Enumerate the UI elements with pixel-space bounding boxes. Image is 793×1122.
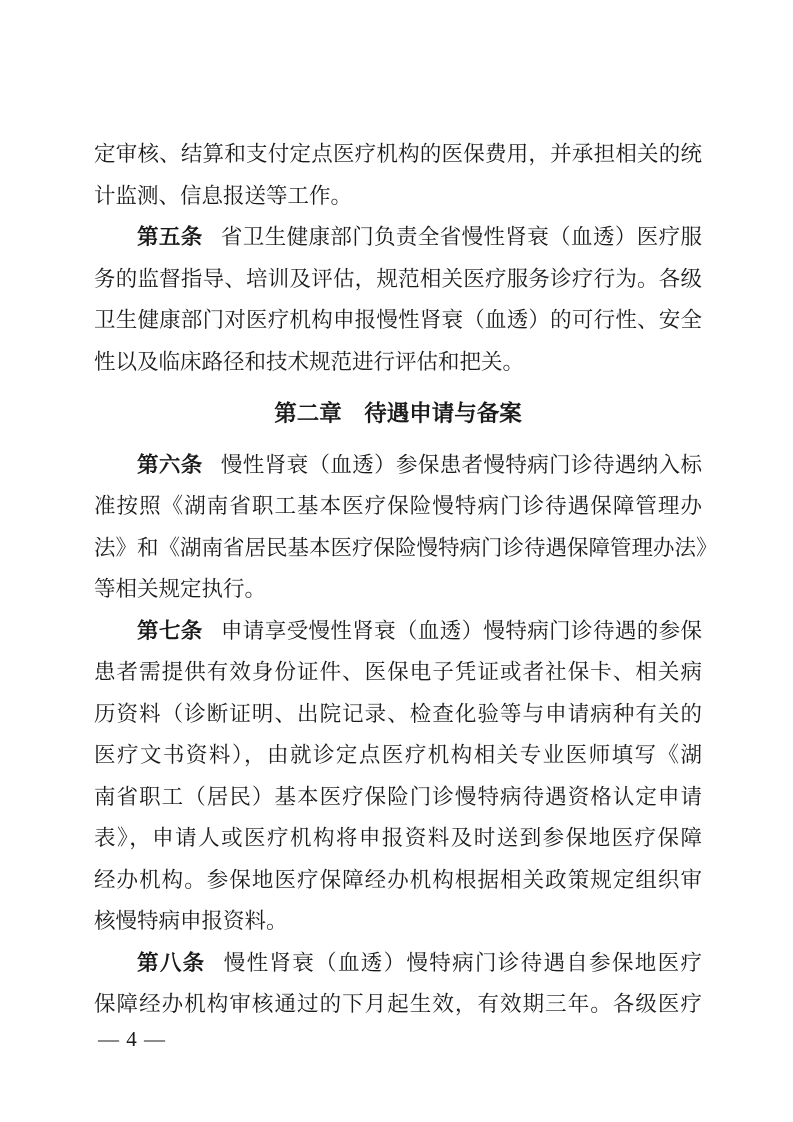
article-number: 第六条 bbox=[137, 452, 203, 477]
text-line: 南省职工（居民）基本医疗保险门诊慢特病待遇资格认定申请 bbox=[94, 784, 702, 809]
line-text: 省卫生健康部门负责全省慢性肾衰（血透）医疗服 bbox=[220, 225, 702, 249]
text-line: 法》和《湖南省居民基本医疗保险慢特病门诊待遇保障管理办法》 bbox=[94, 535, 718, 560]
text-line: 历资料（诊断证明、出院记录、检查化验等与申请病种有关的 bbox=[94, 701, 702, 726]
text-line: 性以及临床路径和技术规范进行评估和把关。 bbox=[94, 349, 525, 374]
text-line: 经办机构。参保地医疗保障经办机构根据相关政策规定组织审 bbox=[94, 867, 702, 892]
text-line: 患者需提供有效身份证件、医保电子凭证或者社保卡、相关病 bbox=[94, 660, 702, 684]
text-line: 定审核、结算和支付定点医疗机构的医保费用，并承担相关的统 bbox=[94, 142, 702, 166]
article-number: 第八条 bbox=[137, 950, 206, 975]
article-number: 第七条 bbox=[137, 618, 203, 643]
page-number: — 4 — bbox=[98, 1027, 166, 1051]
document-body bbox=[94, 134, 718, 1026]
text-line bbox=[94, 943, 702, 985]
text-line: 准按照《湖南省职工基本医疗保险慢特病门诊待遇保障管理办 bbox=[94, 494, 702, 518]
text-line: 计监测、信息报送等工作。 bbox=[94, 183, 353, 208]
text-line: 保障经办机构审核通过的下月起生效，有效期三年。各级医疗 bbox=[94, 992, 702, 1016]
text-line bbox=[94, 611, 702, 653]
text-line: 等相关规定执行。 bbox=[94, 577, 267, 601]
article-number: 第五条 bbox=[137, 225, 203, 249]
text-line: 表》，申请人或医疗机构将申报资料及时送到参保地医疗保障 bbox=[94, 826, 702, 850]
text-line: 医疗文书资料），由就诊定点医疗机构相关专业医师填写《湖 bbox=[94, 743, 702, 767]
chapter-heading: 第二章 待遇申请与备案 bbox=[274, 401, 522, 426]
line-text: 慢性肾衰（血透）参保患者慢特病门诊待遇纳入标 bbox=[220, 452, 702, 477]
text-line bbox=[94, 445, 702, 487]
text-line: 卫生健康部门对医疗机构申报慢性肾衰（血透）的可行性、安全 bbox=[94, 308, 702, 332]
text-line: 核慢特病申报资料。 bbox=[94, 909, 288, 933]
text-line bbox=[94, 217, 702, 259]
text-line: 务的监督指导、培训及评估，规范相关医疗服务诊疗行为。各级 bbox=[94, 266, 702, 291]
line-text: 慢性肾衰（血透）慢特病门诊待遇自参保地医疗 bbox=[223, 950, 702, 975]
line-text: 申请享受慢性肾衰（血透）慢特病门诊待遇的参保 bbox=[220, 618, 702, 643]
